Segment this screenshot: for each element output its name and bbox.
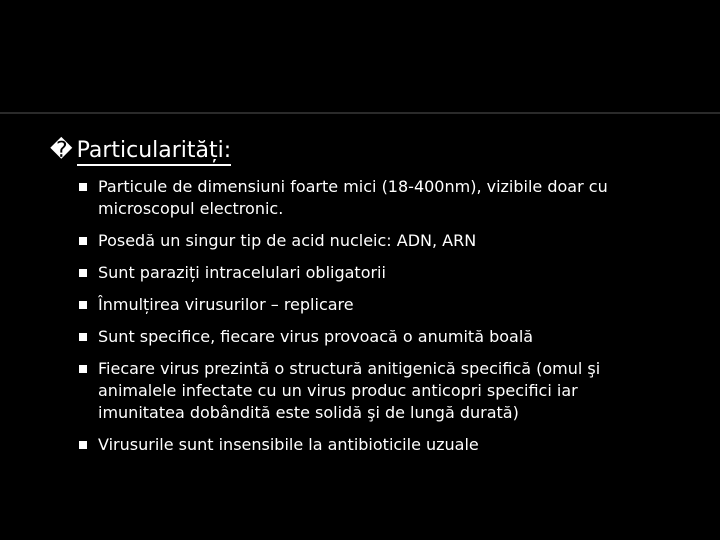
list-item-text: Particule de dimensiuni foarte mici (18-400nm), vizibile doar cu microscopul electronic. <box>98 177 608 218</box>
list-item-text: Virusurile sunt insensibile la antibioticile uzuale <box>98 435 479 454</box>
list-item <box>78 294 668 316</box>
list-item-text: Sunt paraziți intracelulari obligatorii <box>98 263 386 282</box>
square-bullet-icon <box>79 333 87 341</box>
title-band <box>0 0 720 112</box>
square-bullet-icon <box>79 441 87 449</box>
list-item <box>78 358 668 424</box>
list-item <box>78 434 668 456</box>
heading-bullet-icon: � <box>50 138 73 163</box>
bullet-list <box>78 176 668 466</box>
square-bullet-icon <box>79 237 87 245</box>
list-item-text: Fiecare virus prezintă o structură anitigenică specifică (omul şi animalele infectate cu un virus produc anticopri specifici iar imunitatea dobândită este solidă şi de lungă durată) <box>98 359 601 422</box>
square-bullet-icon <box>79 183 87 191</box>
square-bullet-icon <box>79 301 87 309</box>
list-item <box>78 326 668 348</box>
square-bullet-icon <box>79 365 87 373</box>
slide-content <box>0 114 720 540</box>
square-bullet-icon <box>79 269 87 277</box>
list-item-text: Sunt specifice, fiecare virus provoacă o anumită boală <box>98 327 534 346</box>
list-item-text: Posedă un singur tip de acid nucleic: ADN, ARN <box>98 231 477 250</box>
heading-text: Particularități: <box>77 138 232 166</box>
slide-heading <box>50 136 231 166</box>
list-item <box>78 176 668 220</box>
list-item <box>78 262 668 284</box>
list-item <box>78 230 668 252</box>
list-item-text: Înmulțirea virusurilor – replicare <box>98 295 354 314</box>
